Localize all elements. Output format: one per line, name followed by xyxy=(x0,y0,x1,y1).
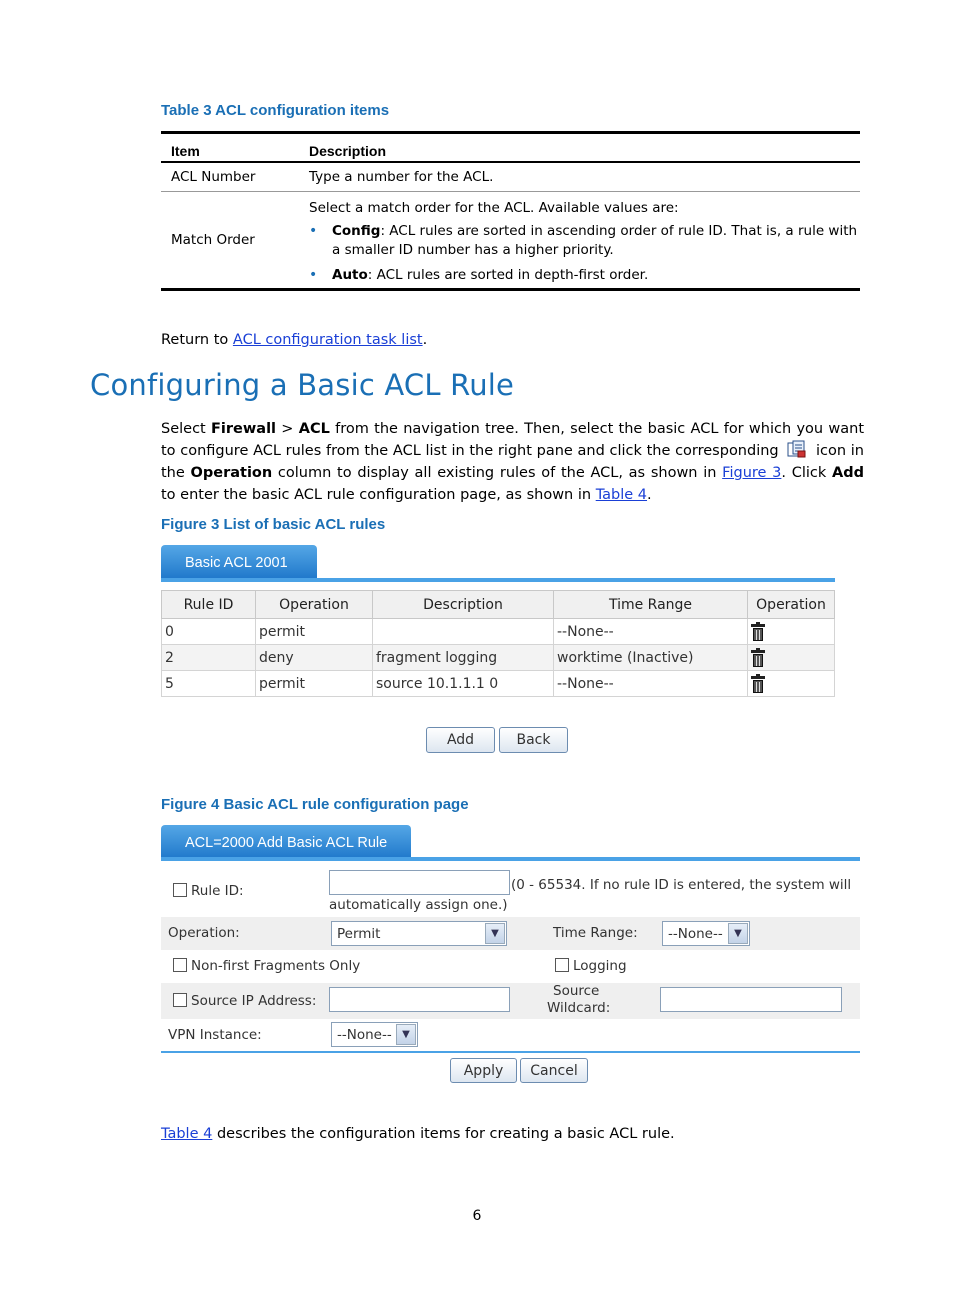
operation-label: Operation: xyxy=(168,925,240,941)
chevron-down-icon: ▼ xyxy=(396,1024,416,1045)
source-ip-checkbox[interactable] xyxy=(173,993,187,1007)
config-desc: : ACL rules are sorted in ascending order of rule ID. That is, a rule with a smaller ID number has a higher priority. xyxy=(332,223,858,258)
item-acl-number: ACL Number xyxy=(171,169,256,185)
para-text: > xyxy=(276,421,299,437)
vpn-value: --None-- xyxy=(337,1026,392,1043)
operation-value: Permit xyxy=(337,925,381,942)
table-row xyxy=(162,619,835,645)
page-number: 6 xyxy=(472,1208,482,1224)
col-rule-id[interactable]: Rule ID xyxy=(162,591,256,619)
header-description: Description xyxy=(309,143,387,159)
firewall-term: Firewall xyxy=(211,421,277,437)
tab-basic-acl[interactable]: Basic ACL 2001 xyxy=(161,545,317,581)
tab-underline xyxy=(161,857,860,861)
source-wildcard-input[interactable] xyxy=(660,987,842,1012)
return-prefix: Return to xyxy=(161,332,233,348)
item-match-order: Match Order xyxy=(171,232,255,248)
cell-actions xyxy=(748,619,835,645)
cell-rule-id: 5 xyxy=(162,671,256,697)
vpn-select[interactable] xyxy=(331,1022,418,1047)
rule-id-input[interactable] xyxy=(329,870,510,895)
nonfirst-checkbox[interactable] xyxy=(173,958,187,972)
acl-task-list-link[interactable]: ACL configuration task list xyxy=(232,332,423,348)
closing-text: describes the configuration items for creating a basic ACL rule. xyxy=(212,1126,675,1142)
cancel-button[interactable]: Cancel xyxy=(520,1058,588,1083)
para-text: column to display all existing rules of the ACL, as shown in xyxy=(272,465,723,481)
vpn-row xyxy=(161,1020,860,1052)
rule-id-field xyxy=(173,883,244,899)
rule-id-hint: (0 - 65534. If no rule ID is entered, the system will xyxy=(511,877,852,893)
figure3-link[interactable]: Figure 3 xyxy=(722,465,782,481)
table3-caption: Table 3 ACL configuration items xyxy=(161,102,390,119)
acl-term: ACL xyxy=(298,421,330,437)
operation-term: Operation xyxy=(190,465,273,481)
apply-button[interactable]: Apply xyxy=(450,1058,517,1083)
form-divider xyxy=(161,1051,860,1053)
table-header-row xyxy=(162,591,835,619)
cell-time-range: worktime (Inactive) xyxy=(554,645,748,671)
table-row xyxy=(161,163,860,192)
time-range-select[interactable] xyxy=(662,921,750,946)
intro-paragraph xyxy=(161,418,864,506)
table4-link[interactable]: Table 4 xyxy=(161,1126,213,1142)
trash-icon[interactable] xyxy=(751,623,765,641)
operation-row xyxy=(161,917,860,950)
logging-field xyxy=(555,958,627,974)
rule-list-icon xyxy=(787,440,807,458)
trash-icon[interactable] xyxy=(751,649,765,667)
desc-match-order xyxy=(309,192,860,288)
chevron-down-icon: ▼ xyxy=(485,923,505,944)
para-text: to enter the basic ACL rule configuration page, as shown in xyxy=(161,487,596,503)
cell-description: fragment logging xyxy=(373,645,554,671)
acl-config-items-table xyxy=(161,131,860,291)
table-row xyxy=(162,645,835,671)
logging-label: Logging xyxy=(573,958,627,974)
cell-rule-id: 0 xyxy=(162,619,256,645)
col-operation[interactable]: Operation xyxy=(256,591,373,619)
col-description[interactable]: Description xyxy=(373,591,554,619)
nonfirst-label: Non-first Fragments Only xyxy=(191,958,361,974)
nonfirst-field xyxy=(173,958,360,974)
add-button[interactable]: Add xyxy=(426,727,495,753)
cell-description: source 10.1.1.1 0 xyxy=(373,671,554,697)
return-line xyxy=(161,329,427,351)
back-button[interactable]: Back xyxy=(499,727,568,753)
cell-rule-id: 2 xyxy=(162,645,256,671)
source-row xyxy=(161,983,860,1019)
para-text: icon in the xyxy=(161,443,864,481)
add-term: Add xyxy=(832,465,865,481)
cell-actions xyxy=(748,645,835,671)
source-wildcard-label: Source xyxy=(553,983,600,999)
vpn-label: VPN Instance: xyxy=(168,1027,262,1043)
para-text: . Click xyxy=(781,465,833,481)
desc-acl-number: Type a number for the ACL. xyxy=(309,169,494,185)
table-row xyxy=(161,192,860,288)
para-text: Select xyxy=(161,421,212,437)
rule-id-label: Rule ID: xyxy=(191,883,244,899)
cell-time-range: --None-- xyxy=(554,671,748,697)
list-item xyxy=(309,222,860,260)
col-actions: Operation xyxy=(748,591,835,619)
rule-id-row xyxy=(161,866,860,916)
chevron-down-icon: ▼ xyxy=(728,923,748,944)
rule-id-checkbox[interactable] xyxy=(173,883,187,897)
logging-checkbox[interactable] xyxy=(555,958,569,972)
cell-operation: deny xyxy=(256,645,373,671)
rules-table xyxy=(161,590,835,697)
source-ip-input[interactable] xyxy=(329,987,510,1012)
list-item xyxy=(309,266,860,285)
header-item: Item xyxy=(171,143,200,159)
auto-term: Auto xyxy=(332,267,368,283)
cell-operation: permit xyxy=(256,671,373,697)
para-text: from the navigation tree. Then, select the basic ACL for which you want to configure ACL rules from the ACL list in the right pane and click the corresponding xyxy=(161,421,865,459)
tab-add-basic-acl-rule[interactable]: ACL=2000 Add Basic ACL Rule xyxy=(161,825,411,861)
cell-time-range: --None-- xyxy=(554,619,748,645)
cell-operation: permit xyxy=(256,619,373,645)
cell-actions xyxy=(748,671,835,697)
table4-link[interactable]: Table 4 xyxy=(595,487,648,503)
rule-id-hint-cont: automatically assign one.) xyxy=(329,897,508,913)
figure3-caption: Figure 3 List of basic ACL rules xyxy=(161,516,386,533)
source-ip-field xyxy=(173,993,316,1009)
table-row xyxy=(162,671,835,697)
time-range-value: --None-- xyxy=(668,925,723,942)
config-term: Config xyxy=(332,223,381,239)
table-header-row xyxy=(161,134,860,163)
trash-icon[interactable] xyxy=(751,675,765,693)
closing-line xyxy=(161,1123,675,1145)
source-ip-label: Source IP Address: xyxy=(191,993,317,1009)
return-suffix: . xyxy=(422,332,428,348)
fragments-row xyxy=(161,951,860,982)
bullet-icon: • xyxy=(309,223,318,239)
match-order-intro: Select a match order for the ACL. Available values are: xyxy=(309,200,679,216)
time-range-label: Time Range: xyxy=(553,925,638,941)
para-text: . xyxy=(647,487,652,503)
section-heading: Configuring a Basic ACL Rule xyxy=(90,368,515,402)
tab-underline xyxy=(161,578,835,582)
col-time-range[interactable]: Time Range xyxy=(554,591,748,619)
figure4-caption: Figure 4 Basic ACL rule configuration page xyxy=(161,796,469,813)
auto-desc: : ACL rules are sorted in depth-first order. xyxy=(367,267,649,283)
cell-description xyxy=(373,619,554,645)
bullet-icon: • xyxy=(309,267,318,283)
operation-select[interactable] xyxy=(331,921,507,946)
source-wildcard-label-2: Wildcard: xyxy=(547,1000,611,1016)
